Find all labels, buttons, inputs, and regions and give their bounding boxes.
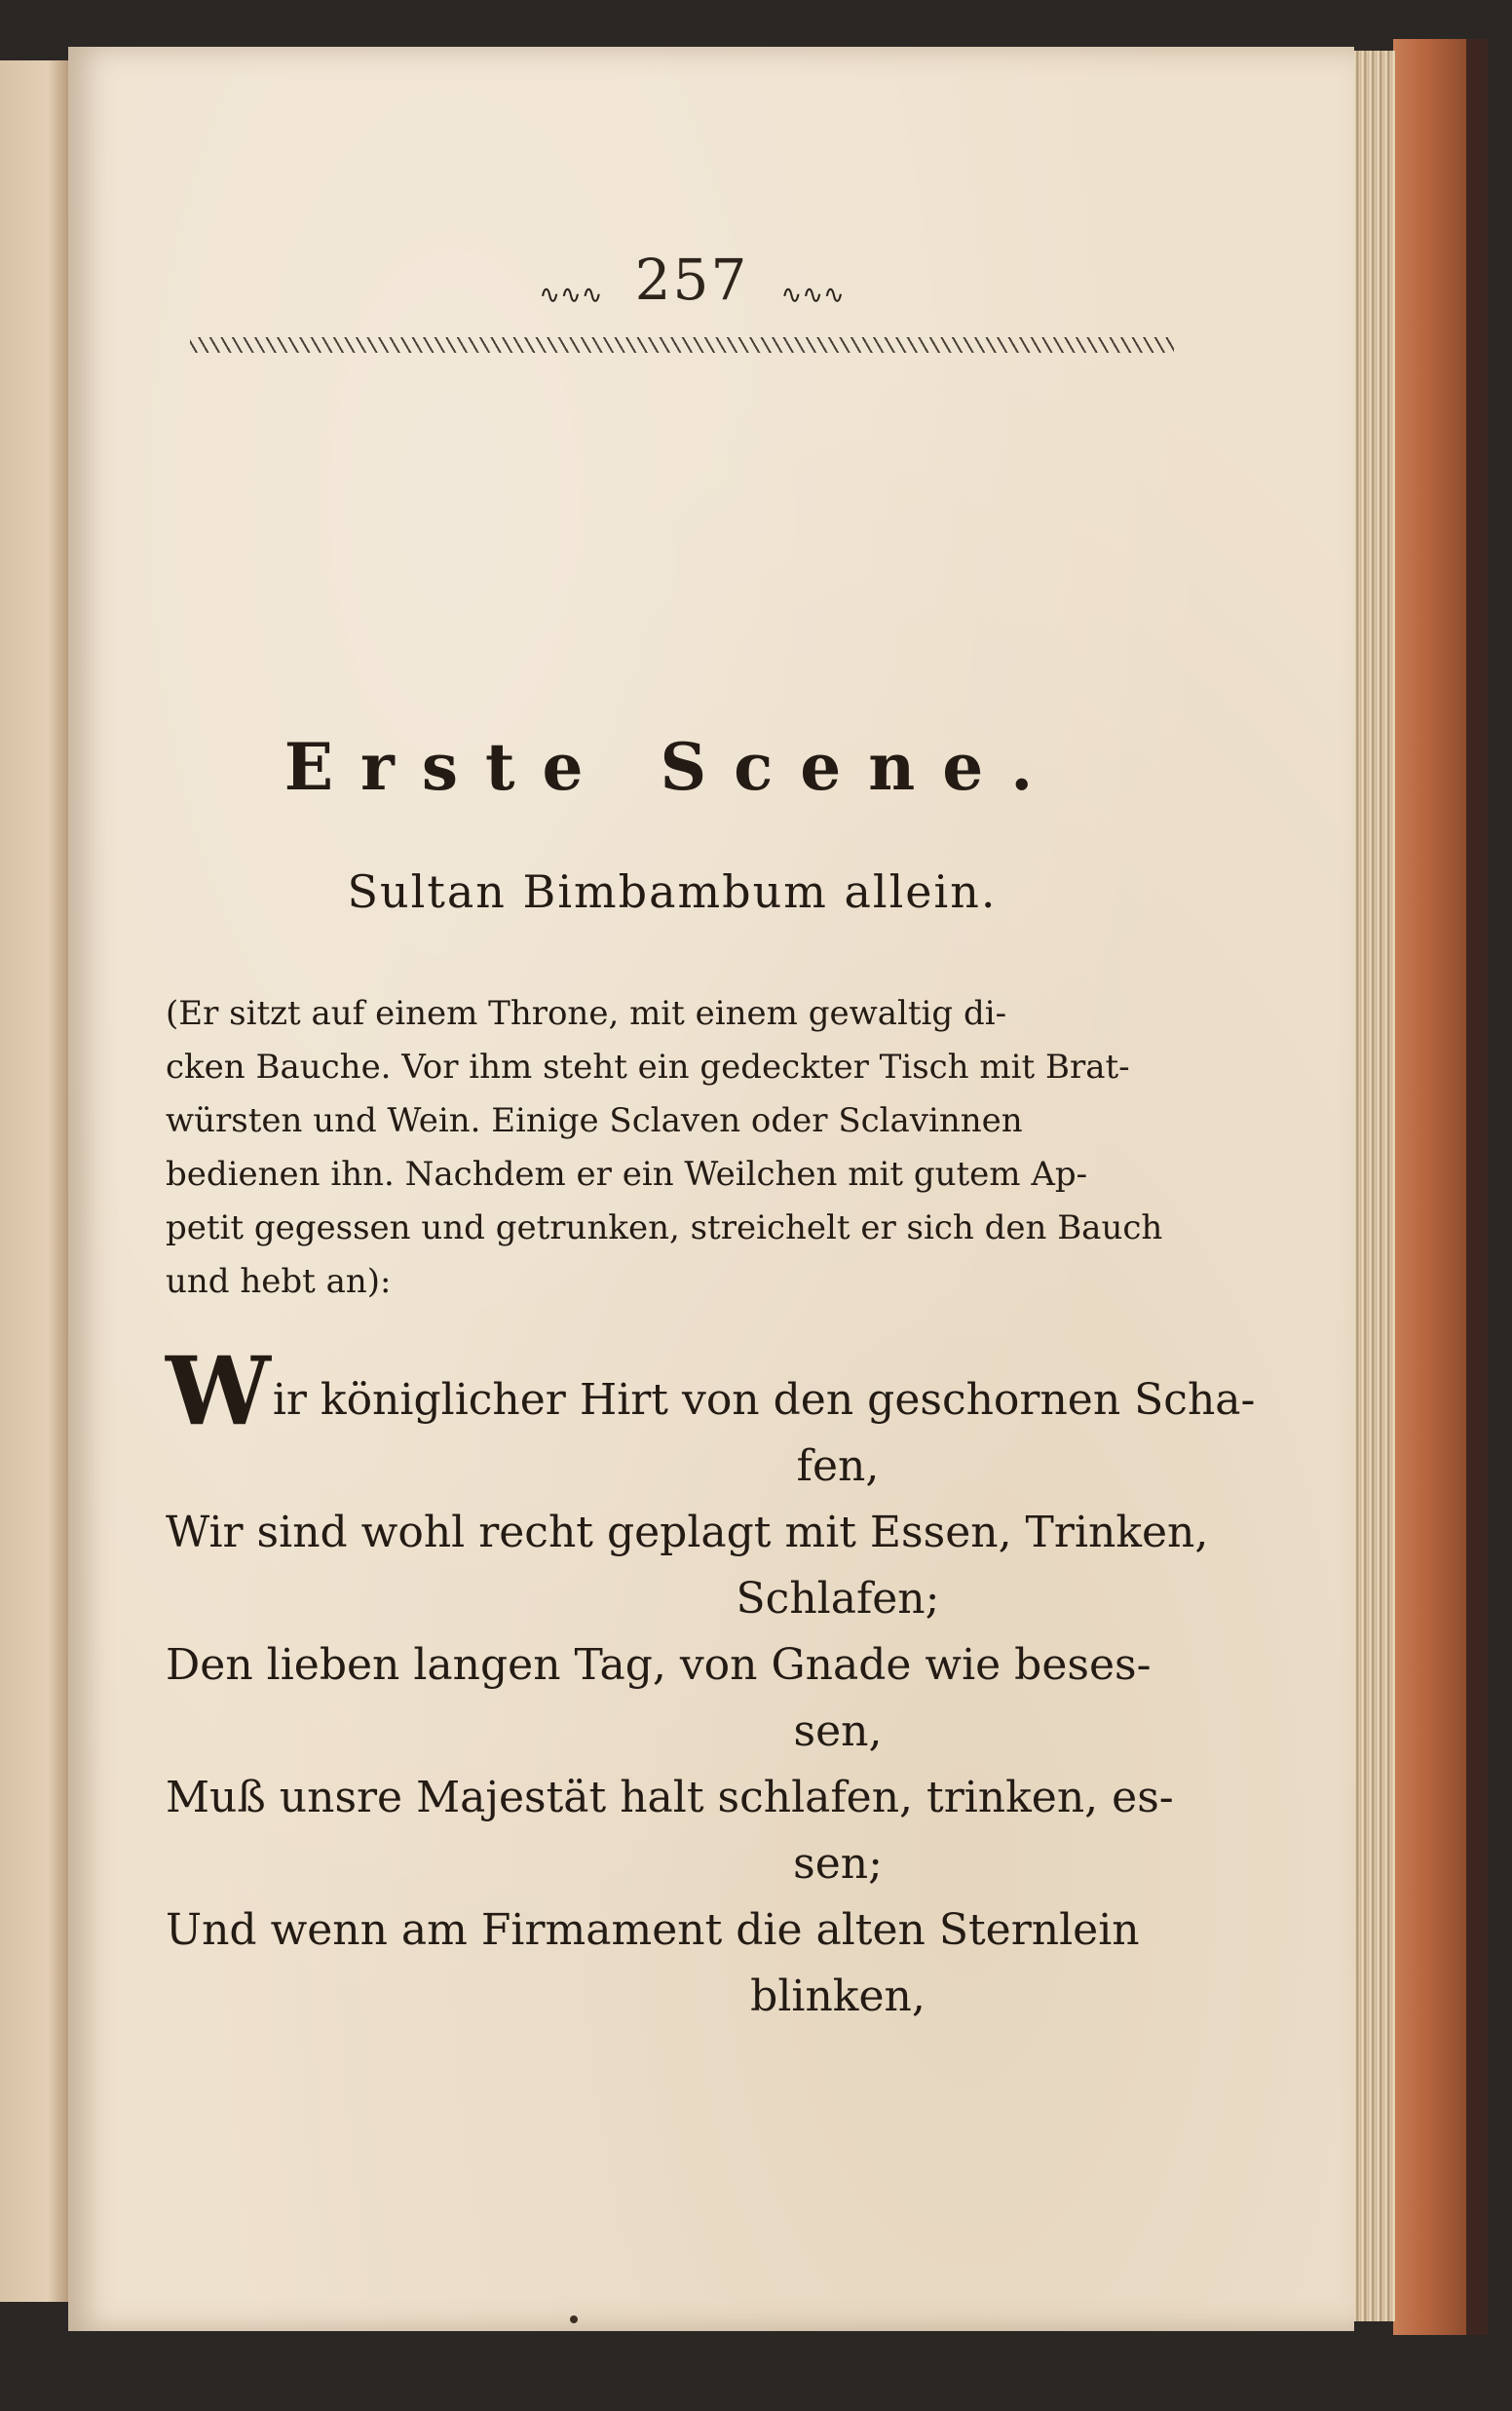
- header-ornament-right: ∿∿∿: [780, 280, 845, 310]
- verse-line: Muß unsre Majestät halt schlafen, trinken, es-: [166, 1773, 1174, 1822]
- stage-line: petit gegessen und getrunken, streichelt er sich den Bauch: [166, 1208, 1163, 1247]
- page-header: [497, 247, 887, 313]
- book-cover-edge: [1393, 39, 1471, 2335]
- verse-continuation: sen,: [793, 1706, 883, 1756]
- verse-line: Den lieben langen Tag, von Gnade wie beses-: [166, 1640, 1152, 1690]
- page-number: 257: [634, 247, 749, 313]
- stage-line: würsten und Wein. Einige Sclaven oder Sclavinnen: [166, 1101, 1023, 1140]
- facing-page-edge: [0, 60, 70, 2302]
- header-rule: [190, 337, 1174, 353]
- book-page: [68, 47, 1354, 2331]
- book-spine-shadow: [1466, 39, 1488, 2335]
- verse-line: Wir sind wohl recht geplagt mit Essen, Trinken,: [166, 1508, 1209, 1557]
- verse-continuation: fen,: [796, 1441, 880, 1491]
- verse-line: Und wenn am Firmament die alten Sternlein: [166, 1905, 1140, 1955]
- header-ornament-left: ∿∿∿: [539, 280, 603, 310]
- scene-subtitle: Sultan Bimbambum allein.: [347, 865, 998, 918]
- stage-line: cken Bauche. Vor ihm steht ein gedeckter Tisch mit Brat-: [166, 1048, 1130, 1087]
- verse-continuation: Schlafen;: [736, 1574, 940, 1624]
- verse-line-text: ir königlicher Hirt von den geschornen Scha-: [272, 1375, 1256, 1425]
- verse-block: [166, 1336, 1256, 2030]
- verse-line: [166, 1336, 1256, 1446]
- stage-line: (Er sitzt auf einem Throne, mit einem gewaltig di-: [166, 994, 1007, 1033]
- ink-spot: [570, 2315, 578, 2323]
- verse-continuation: sen;: [793, 1839, 883, 1889]
- stage-line: und hebt an):: [166, 1262, 392, 1301]
- scene-title: Erste Scene.: [284, 729, 1061, 805]
- stage-direction: [166, 987, 1198, 1309]
- verse-continuation: blinken,: [750, 1971, 926, 2021]
- drop-capital: W: [166, 1336, 271, 1446]
- stage-line: bedienen ihn. Nachdem er ein Weilchen mit gutem Ap-: [166, 1155, 1088, 1194]
